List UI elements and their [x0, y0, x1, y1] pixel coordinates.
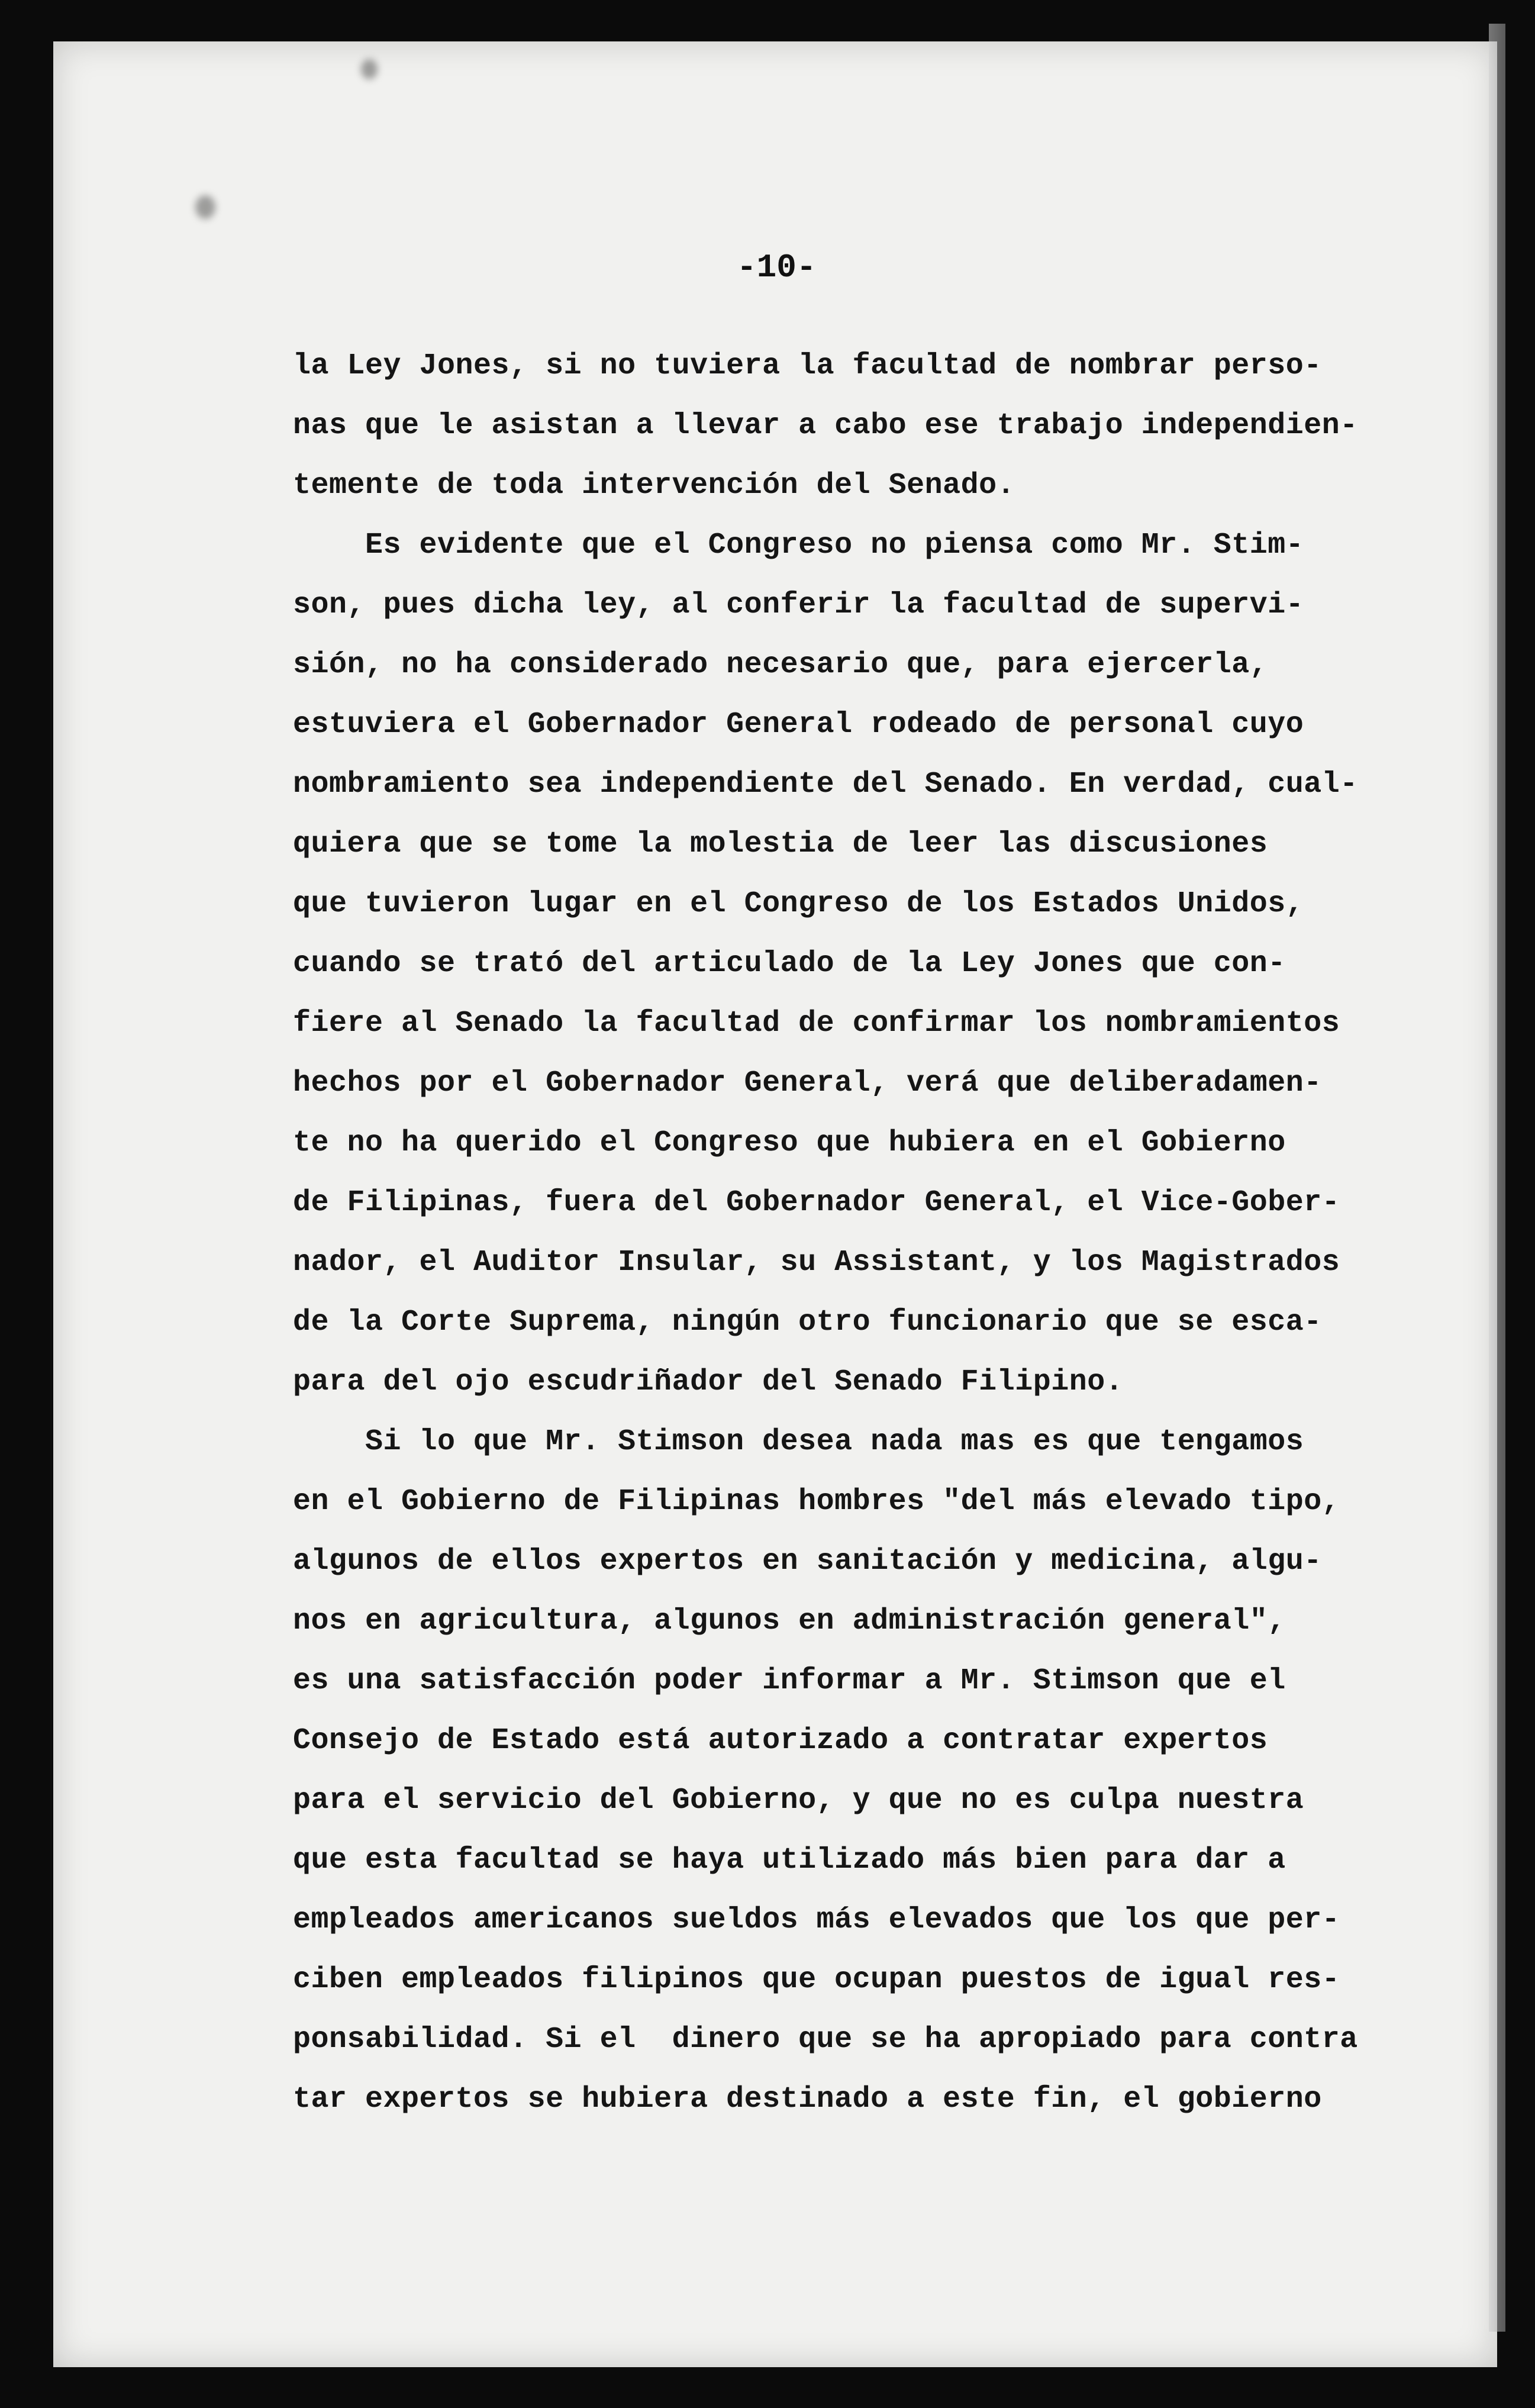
text-line: en el Gobierno de Filipinas hombres "del más elevado tipo,: [293, 1485, 1340, 1519]
text-line: quiera que se tome la molestia de leer las discusiones: [293, 827, 1268, 861]
text-line: la Ley Jones, si no tuviera la facultad de nombrar perso-: [293, 349, 1322, 383]
text-line: son, pues dicha ley, al conferir la facultad de supervi-: [293, 588, 1304, 622]
text-line: nombramiento sea independiente del Senado. En verdad, cual-: [293, 768, 1358, 801]
ink-smudge: [361, 59, 378, 79]
text-line: es una satisfacción poder informar a Mr. Stimson que el: [293, 1664, 1286, 1698]
text-line: fiere al Senado la facultad de confirmar los nombramientos: [293, 1007, 1340, 1040]
text-line: de la Corte Suprema, ningún otro funcionario que se esca-: [293, 1305, 1322, 1339]
text-line: hechos por el Gobernador General, verá que deliberadamen-: [293, 1066, 1322, 1100]
text-line: sión, no ha considerado necesario que, para ejercerla,: [293, 648, 1268, 682]
body-text: [293, 336, 1376, 2129]
text-line: Es evidente que el Congreso no piensa como Mr. Stim-: [293, 528, 1304, 562]
text-line: ciben empleados filipinos que ocupan puestos de igual res-: [293, 1963, 1340, 1997]
text-line: para del ojo escudriñador del Senado Filipino.: [293, 1365, 1124, 1399]
ink-smudge: [195, 195, 215, 219]
text-line: cuando se trató del articulado de la Ley Jones que con-: [293, 947, 1286, 981]
page-edge: [1489, 24, 1505, 2332]
text-line: te no ha querido el Congreso que hubiera en el Gobierno: [293, 1126, 1286, 1160]
text-line: temente de toda intervención del Senado.: [293, 469, 1015, 502]
text-line: nos en agricultura, algunos en administración general",: [293, 1604, 1286, 1638]
text-line: de Filipinas, fuera del Gobernador General, el Vice-Gober-: [293, 1186, 1340, 1220]
text-line: estuviera el Gobernador General rodeado de personal cuyo: [293, 708, 1304, 742]
text-line: nas que le asistan a llevar a cabo ese trabajo independien-: [293, 409, 1358, 443]
text-line: empleados americanos sueldos más elevados que los que per-: [293, 1903, 1340, 1937]
text-line: que esta facultad se haya utilizado más bien para dar a: [293, 1843, 1286, 1877]
text-line: tar expertos se hubiera destinado a este fin, el gobierno: [293, 2083, 1322, 2116]
text-line: Consejo de Estado está autorizado a contratar expertos: [293, 1724, 1268, 1758]
text-line: ponsabilidad. Si el dinero que se ha apropiado para contra: [293, 2023, 1358, 2056]
text-line: Si lo que Mr. Stimson desea nada mas es que tengamos: [293, 1425, 1304, 1459]
text-line: algunos de ellos expertos en sanitación y medicina, algu-: [293, 1545, 1322, 1578]
text-line: que tuvieron lugar en el Congreso de los Estados Unidos,: [293, 887, 1304, 921]
text-line: para el servicio del Gobierno, y que no es culpa nuestra: [293, 1784, 1304, 1817]
text-line: nador, el Auditor Insular, su Assistant, y los Magistrados: [293, 1246, 1340, 1279]
page-number: -10-: [737, 249, 817, 286]
